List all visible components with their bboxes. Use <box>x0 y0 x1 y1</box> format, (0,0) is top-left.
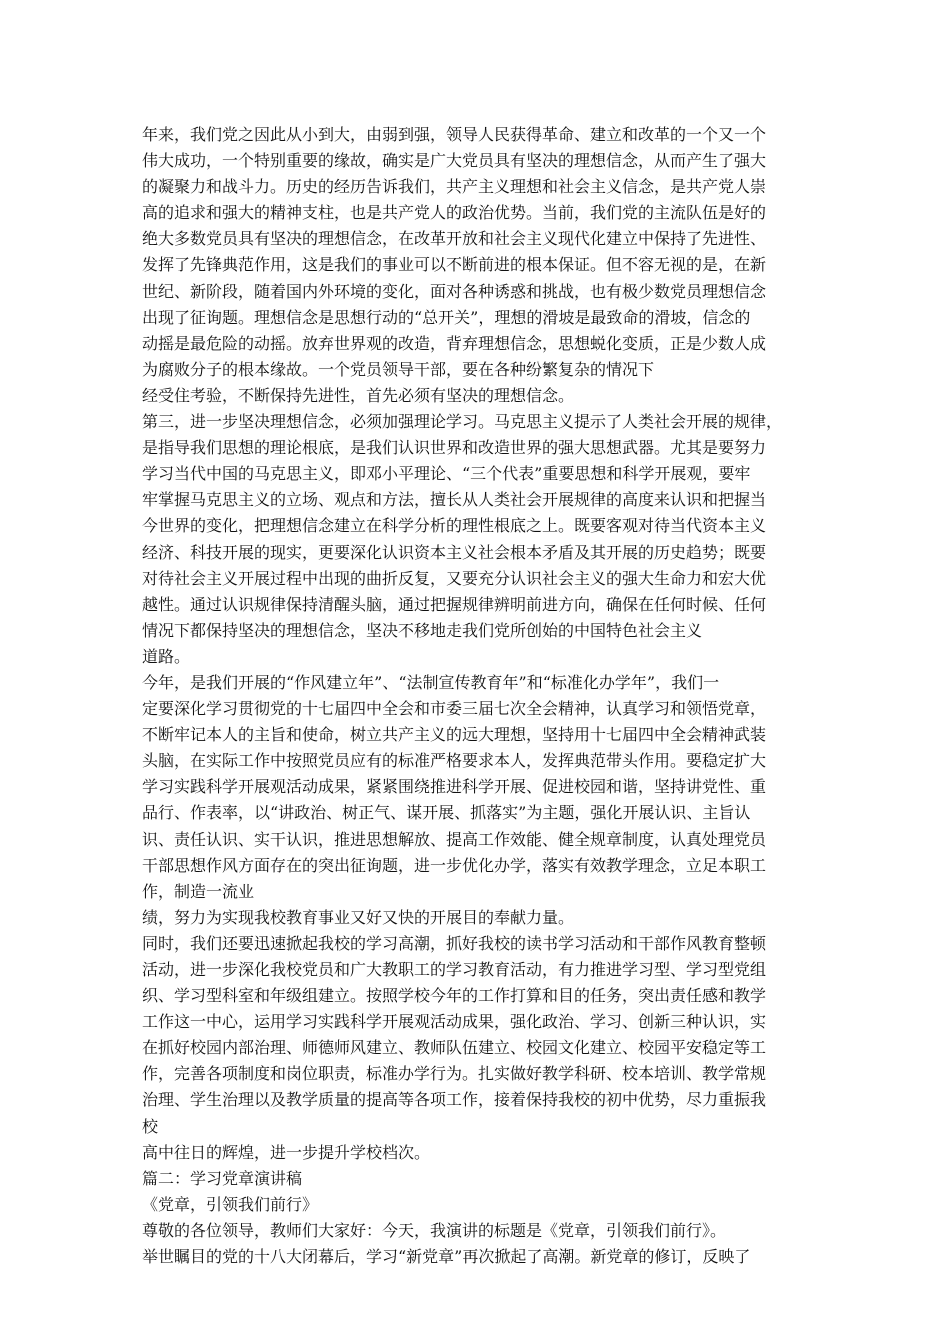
text-line: 世纪、新阶段，随着国内外环境的变化，面对各种诱惑和挑战，也有极少数党员理想信念 <box>142 281 767 301</box>
text-line: 绩，努力为实现我校教育事业又好又快的开展目的奉献力量。 <box>142 907 575 927</box>
text-line: 尊敬的各位领导，教师们大家好：今天，我演讲的标题是《党章，引领我们前行》。 <box>142 1220 727 1240</box>
text-line: 出现了征询题。理想信念是思想行动的“总开关”，理想的滑坡是最致命的滑坡，信念的 <box>142 307 751 327</box>
text-line: 在抓好校园内部治理、师德师风建立、教师队伍建立、校园文化建立、校园平安稳定等工 <box>142 1038 767 1058</box>
text-line: 干部思想作风方面存在的突出征询题，进一步优化办学，落实有效教学理念，立足本职工 <box>142 855 767 875</box>
text-line: 校 <box>142 1116 159 1136</box>
text-line: 不断牢记本人的主旨和使命，树立共产主义的远大理想，坚持用十七届四中全会精神武装 <box>142 725 767 745</box>
text-line: 活动，进一步深化我校党员和广大教职工的学习教育活动，有力推进学习型、学习型党组 <box>142 960 767 979</box>
text-line: 情况下都保持坚决的理想信念，坚决不移地走我们党所创始的中国特色社会主义 <box>142 620 703 640</box>
text-line: 作，完善各项制度和岗位职责，标准办学行为。扎实做好教学科研、校本培训、教学常规 <box>142 1064 767 1084</box>
text-line: 头脑，在实际工作中按照党员应有的标准严格要求本人，发挥典范带头作用。要稳定扩大 <box>142 751 767 771</box>
text-line: 识、责任认识、实干认识，推进思想解放、提高工作效能、健全规章制度，认真处理党员 <box>142 829 767 849</box>
text-line: 学习实践科学开展观活动成果，紧紧围绕推进科学开展、促进校园和谐，坚持讲党性、重 <box>142 777 767 797</box>
text-line: 作，制造一流业 <box>142 881 255 901</box>
text-line: 高的追求和强大的精神支柱，也是共产党人的政治优势。当前，我们党的主流队伍是好的 <box>142 203 767 223</box>
text-line: 今世界的变化，把理想信念建立在科学分析的理性根底之上。既要客观对待当代资本主义 <box>142 516 767 536</box>
text-line: 的凝聚力和战斗力。历史的经历告诉我们，共产主义理想和社会主义信念，是共产党人崇 <box>142 177 767 197</box>
text-line: 动摇是最危险的动摇。放弃世界观的改造，背弃理想信念，思想蜕化变质，正是少数人成 <box>142 333 767 353</box>
text-line: 同时，我们还要迅速掀起我校的学习高潮，抓好我校的读书学习活动和干部作风教育整顿 <box>142 933 767 953</box>
text-line: 篇二：学习党章演讲稿 <box>142 1168 303 1188</box>
text-line: 经济、科技开展的现实，更要深化认识资本主义社会根本矛盾及其开展的历史趋势；既要 <box>142 542 767 562</box>
text-line: 年来，我们党之因此从小到大，由弱到强，领导人民获得革命、建立和改革的一个又一个 <box>142 125 767 144</box>
text-line: 今年，是我们开展的“作风建立年”、“法制宣传教育年”和“标准化办学年”，我们一 <box>142 672 720 692</box>
text-line: 越性。通过认识规律保持清醒头脑，通过把握规律辨明前进方向，确保在任何时候、任何 <box>142 594 767 614</box>
text-line: 高中往日的辉煌，进一步提升学校档次。 <box>142 1142 431 1162</box>
text-line: 治理、学生治理以及教学质量的提高等各项工作，接着保持我校的初中优势，尽力重振我 <box>142 1090 767 1110</box>
text-line: 学习当代中国的马克思主义，即邓小平理论、“三个代表”重要思想和科学开展观，要牢 <box>142 464 751 484</box>
text-line: 工作这一中心，运用学习实践科学开展观活动成果，强化政治、学习、创新三种认识，实 <box>142 1012 767 1032</box>
text-line: 品行、作表率，以“讲政治、树正气、谋开展、抓落实”为主题，强化开展认识、主旨认 <box>142 803 751 823</box>
text-line: 对待社会主义开展过程中出现的曲折反复，又要充分认识社会主义的强大生命力和宏大优 <box>142 568 767 588</box>
text-line: 举世瞩目的党的十八大闭幕后，学习“新党章”再次掀起了高潮。新党章的修订，反映了 <box>142 1247 751 1267</box>
text-line: 第三，进一步坚决理想信念，必须加强理论学习。马克思主义提示了人类社会开展的规律， <box>142 412 783 432</box>
text-line: 伟大成功，一个特别重要的缘故，确实是广大党员具有坚决的理想信念，从而产生了强大 <box>142 151 767 171</box>
text-line: 是指导我们思想的理论根底，是我们认识世界和改造世界的强大思想武器。尤其是要努力 <box>142 438 767 458</box>
text-line: 《党章，引领我们前行》 <box>142 1194 319 1214</box>
text-line: 发挥了先锋典范作用，这是我们的事业可以不断前进的根本保证。但不容无视的是，在新 <box>142 255 767 275</box>
text-line: 织、学习型科室和年级组建立。按照学校今年的工作打算和目的任务，突出责任感和教学 <box>142 986 767 1006</box>
text-line: 牢掌握马克思主义的立场、观点和方法，擅长从人类社会开展规律的高度来认识和把握当 <box>142 490 767 510</box>
text-line: 绝大多数党员具有坚决的理想信念，在改革开放和社会主义现代化建立中保持了先进性、 <box>142 229 767 249</box>
text-line: 定要深化学习贯彻党的十七届四中全会和市委三届七次全会精神，认真学习和领悟党章， <box>142 699 767 719</box>
text-line: 道路。 <box>142 646 191 666</box>
text-line: 为腐败分子的根本缘故。一个党员领导干部，要在各种纷繁复杂的情况下 <box>142 359 655 379</box>
document-body <box>142 122 822 1270</box>
text-line: 经受住考验，不断保持先进性，首先必须有坚决的理想信念。 <box>142 385 575 405</box>
